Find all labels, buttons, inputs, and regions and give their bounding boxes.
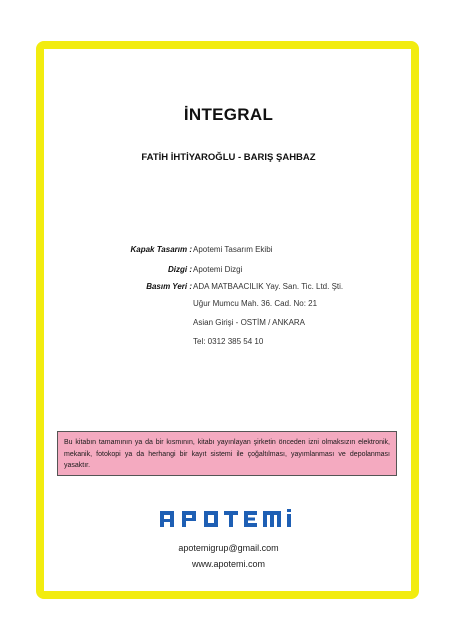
credit-row-district xyxy=(0,317,457,329)
credit-row-address xyxy=(0,298,457,310)
typeset-label: Dizgi : xyxy=(168,265,192,274)
print-place-line: Uğur Mumcu Mah. 36. Cad. No: 21 xyxy=(193,299,318,308)
print-place-line: Tel: 0312 385 54 10 xyxy=(193,337,264,346)
credit-row-cover xyxy=(0,244,457,256)
credit-row-phone xyxy=(0,336,457,348)
contact-email[interactable]: apotemigrup@gmail.com xyxy=(178,543,279,553)
print-place-line: ADA MATBAACILIK Yay. San. Tic. Ltd. Şti. xyxy=(193,282,344,291)
cover-design-label: Kapak Tasarım : xyxy=(130,245,192,254)
book-authors: FATİH İHTİYAROĞLU - BARIŞ ŞAHBAZ xyxy=(141,152,316,163)
copyright-notice: Bu kitabın tamamının ya da bir kısmının, kitabı yayınlayan şirketin önceden izni olmaksızın elektronik, mekanik, fotokopi ya da herhangi bir kayıt sistemi ile çoğaltılması, yayımlanması ve depolanması yasaktır. xyxy=(57,431,397,476)
credit-row-print xyxy=(0,281,457,293)
credit-row-typeset xyxy=(0,264,457,276)
print-place-line: Asian Girişi - OSTİM / ANKARA xyxy=(193,318,306,327)
print-place-label: Basım Yeri : xyxy=(146,282,192,291)
apotemi-logo xyxy=(160,509,296,529)
book-title: İNTEGRAL xyxy=(183,105,274,124)
typeset-value: Apotemi Dizgi xyxy=(193,265,243,274)
cover-design-value: Apotemi Tasarım Ekibi xyxy=(193,245,273,254)
contact-website[interactable]: www.apotemi.com xyxy=(191,559,266,569)
logo-text: APOTEMİ xyxy=(160,529,165,530)
